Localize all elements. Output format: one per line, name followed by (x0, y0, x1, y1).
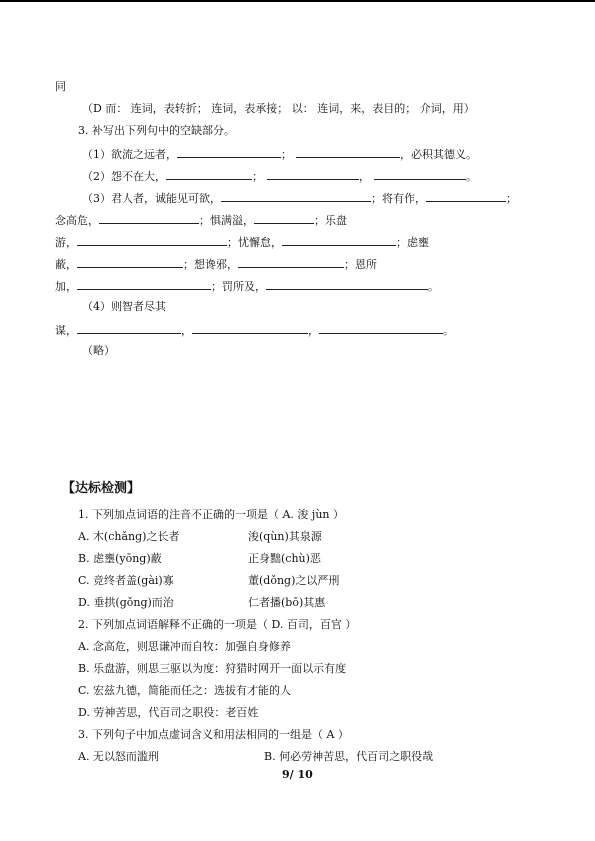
question-line: 3. 下列句子中加点虚词含义和用法相同的一组是（ A ） (78, 728, 349, 741)
blank-field[interactable] (192, 322, 308, 334)
blank-field[interactable] (254, 212, 314, 224)
blank-field[interactable] (77, 234, 227, 246)
text-segment: 蔽， (55, 258, 77, 271)
blank-field[interactable] (166, 168, 252, 180)
option-line: A. 木(chǎng)之长者 (78, 530, 180, 543)
option-line: D. 劳神苦思，代百司之职役：老百姓 (78, 706, 259, 719)
text-segment: 加， (55, 280, 77, 293)
blank-field[interactable] (77, 278, 211, 290)
blank-field[interactable] (426, 190, 506, 202)
question-line: 3. 补写出下列句中的空缺部分。 (78, 124, 235, 137)
blank-field[interactable] (282, 234, 396, 246)
text-segment: ； (252, 170, 263, 183)
option-line: A. 无以怒而滥刑 (78, 750, 159, 763)
option-line: B. 乐盘游，则思三驱以为度：狩猎时网开一面以示有度 (78, 662, 347, 675)
text-segment: ；恩所 (344, 258, 377, 271)
text-segment: ；想谗邪， (183, 258, 238, 271)
text-segment: 念高危， (55, 214, 99, 227)
blank-field[interactable] (238, 256, 344, 268)
text-line: （略） (82, 344, 115, 357)
text-segment: ，必积其德义。 (400, 148, 477, 161)
fill-line-5 (55, 234, 429, 250)
text-segment: ； (281, 148, 292, 161)
question-line: 1. 下列加点词语的注音不正确的一项是（ A. 浚 jùn ） (78, 508, 344, 521)
option-line: A. 念高危，则思谦冲而自牧：加强自身修养 (78, 640, 291, 653)
option-line: 仁者播(bō)其惠 (248, 596, 326, 609)
option-line: B. 虑壅(yōng)蔽 (78, 552, 162, 565)
option-line: C. 宏兹九德，简能而任之：选拔有才能的人 (78, 684, 292, 697)
blank-field[interactable] (266, 278, 428, 290)
text-line: 同 (55, 80, 66, 93)
blank-field[interactable] (77, 322, 181, 334)
blank-field[interactable] (296, 146, 400, 158)
fill-line-6 (55, 256, 377, 272)
fill-line-1 (82, 146, 477, 162)
page-number: 9/ 10 (282, 768, 313, 781)
blank-field[interactable] (177, 146, 281, 158)
fill-line-8 (55, 322, 454, 338)
text-segment: ， (181, 324, 192, 337)
text-segment: ；惧满溢， (199, 214, 254, 227)
text-segment: （1）欲流之远者， (82, 148, 177, 161)
text-segment: ； (506, 192, 517, 205)
answer-line: （D 而： 连词，表转折； 连词，表承接； 以： 连词，来，表目的； 介词，用） (82, 102, 475, 115)
question-line: 2. 下列加点词语解释不正确的一项是（ D. 百司，百官 ） (78, 618, 357, 631)
text-segment: 游， (55, 236, 77, 249)
text-line: （4）则智者尽其 (82, 300, 166, 313)
text-segment: ；罚所及， (211, 280, 266, 293)
text-segment: 。 (466, 170, 477, 183)
fill-line-4 (55, 212, 347, 228)
blank-field[interactable] (77, 256, 183, 268)
text-segment: ；虑壅 (396, 236, 429, 249)
fill-line-3 (82, 190, 517, 206)
option-line: D. 垂拱(gǒng)而治 (78, 596, 174, 609)
text-segment: ， (359, 170, 370, 183)
text-segment: 。 (443, 324, 454, 337)
blank-field[interactable] (374, 168, 466, 180)
text-segment: （3）君人者，诚能见可欲， (82, 192, 221, 205)
option-line: C. 竞终者盖(gài)寡 (78, 574, 174, 587)
text-segment: ；乐盘 (314, 214, 347, 227)
option-line: 董(dǒng)之以严刑 (248, 574, 340, 587)
section-heading: 【达标检测】 (62, 481, 141, 496)
text-segment: 谋， (55, 324, 77, 337)
text-segment: ；将有作， (371, 192, 426, 205)
text-segment: ；忧懈怠， (227, 236, 282, 249)
blank-field[interactable] (99, 212, 199, 224)
blank-field[interactable] (319, 322, 443, 334)
blank-field[interactable] (221, 190, 371, 202)
text-segment: ， (308, 324, 319, 337)
fill-line-2 (82, 168, 477, 184)
fill-line-7 (55, 278, 439, 294)
text-segment: 。 (428, 280, 439, 293)
option-line: 浚(qùn)其泉源 (248, 530, 322, 543)
page-top-rule (0, 0, 595, 2)
text-segment: （2）怨不在大， (82, 170, 166, 183)
option-line: 正身黜(chù)恶 (248, 552, 321, 565)
blank-field[interactable] (267, 168, 359, 180)
option-line: B. 何必劳神苦思，代百司之职役哉 (264, 750, 434, 763)
